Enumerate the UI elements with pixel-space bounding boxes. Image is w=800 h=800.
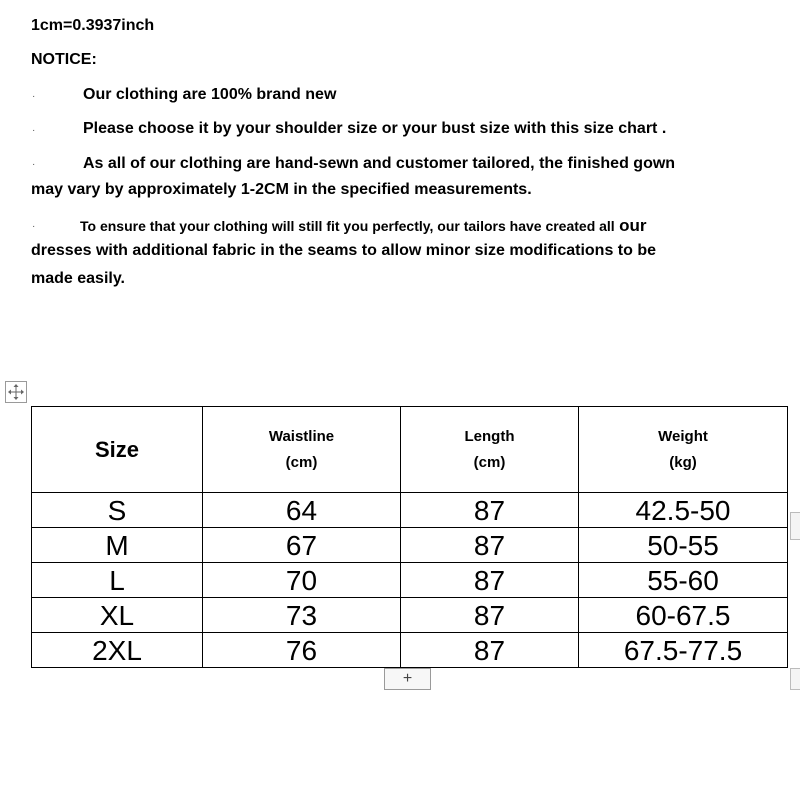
cell-weight: 50-55 <box>579 528 788 563</box>
header-waistline: Waistline (cm) <box>203 407 401 493</box>
add-row-button[interactable]: + <box>384 668 431 690</box>
cell-length: 87 <box>401 633 579 668</box>
table-row <box>32 563 788 598</box>
cell-length: 87 <box>401 563 579 598</box>
notice-item-fabric-cont2: made easily. <box>31 270 125 287</box>
cell-weight: 60-67.5 <box>579 598 788 633</box>
table-row <box>32 493 788 528</box>
notice-item-fabric-cont1: dresses with additional fabric in the seams to allow minor size modifications to be <box>31 242 657 259</box>
cell-length: 87 <box>401 598 579 633</box>
cell-length: 87 <box>401 528 579 563</box>
table-row <box>32 528 788 563</box>
bullet-1: · <box>32 91 36 102</box>
cell-waistline: 70 <box>203 563 401 598</box>
cell-weight: 42.5-50 <box>579 493 788 528</box>
notice-item-handsewn-cont: may vary by approximately 1-2CM in the specified measurements. <box>31 181 532 198</box>
bullet-4: · <box>32 221 36 232</box>
cell-weight: 55-60 <box>579 563 788 598</box>
notice-item-fabric-text: To ensure that your clothing will still fit you perfectly, our tailors have created all <box>80 218 615 234</box>
notice-item-new: Our clothing are 100% brand new <box>83 86 337 103</box>
table-resize-handle[interactable] <box>790 668 800 690</box>
cell-size: S <box>32 493 203 528</box>
cell-size: XL <box>32 598 203 633</box>
table-row <box>32 598 788 633</box>
notice-title: NOTICE: <box>31 51 97 68</box>
column-resize-handle[interactable] <box>790 512 800 540</box>
cell-weight: 67.5-77.5 <box>579 633 788 668</box>
cell-size: 2XL <box>32 633 203 668</box>
bullet-3: · <box>32 159 36 170</box>
size-chart-table <box>31 406 788 668</box>
cell-size: M <box>32 528 203 563</box>
table-row <box>32 633 788 668</box>
notice-item-fabric-tail: our <box>619 216 647 235</box>
bullet-2: · <box>32 125 36 136</box>
header-weight: Weight (kg) <box>579 407 788 493</box>
notice-item-handsewn: As all of our clothing are hand-sewn and customer tailored, the finished gown <box>83 155 676 172</box>
cell-waistline: 76 <box>203 633 401 668</box>
table-header-row <box>32 407 788 493</box>
conversion-note: 1cm=0.3937inch <box>31 17 155 34</box>
table-move-handle[interactable] <box>5 381 27 403</box>
header-size: Size <box>32 407 203 493</box>
cell-waistline: 64 <box>203 493 401 528</box>
notice-item-fabric <box>80 216 647 236</box>
header-length: Length (cm) <box>401 407 579 493</box>
cell-waistline: 67 <box>203 528 401 563</box>
cell-length: 87 <box>401 493 579 528</box>
cell-waistline: 73 <box>203 598 401 633</box>
notice-item-choose-size: Please choose it by your shoulder size or your bust size with this size chart . <box>83 120 667 137</box>
move-arrows-icon <box>8 384 24 400</box>
cell-size: L <box>32 563 203 598</box>
